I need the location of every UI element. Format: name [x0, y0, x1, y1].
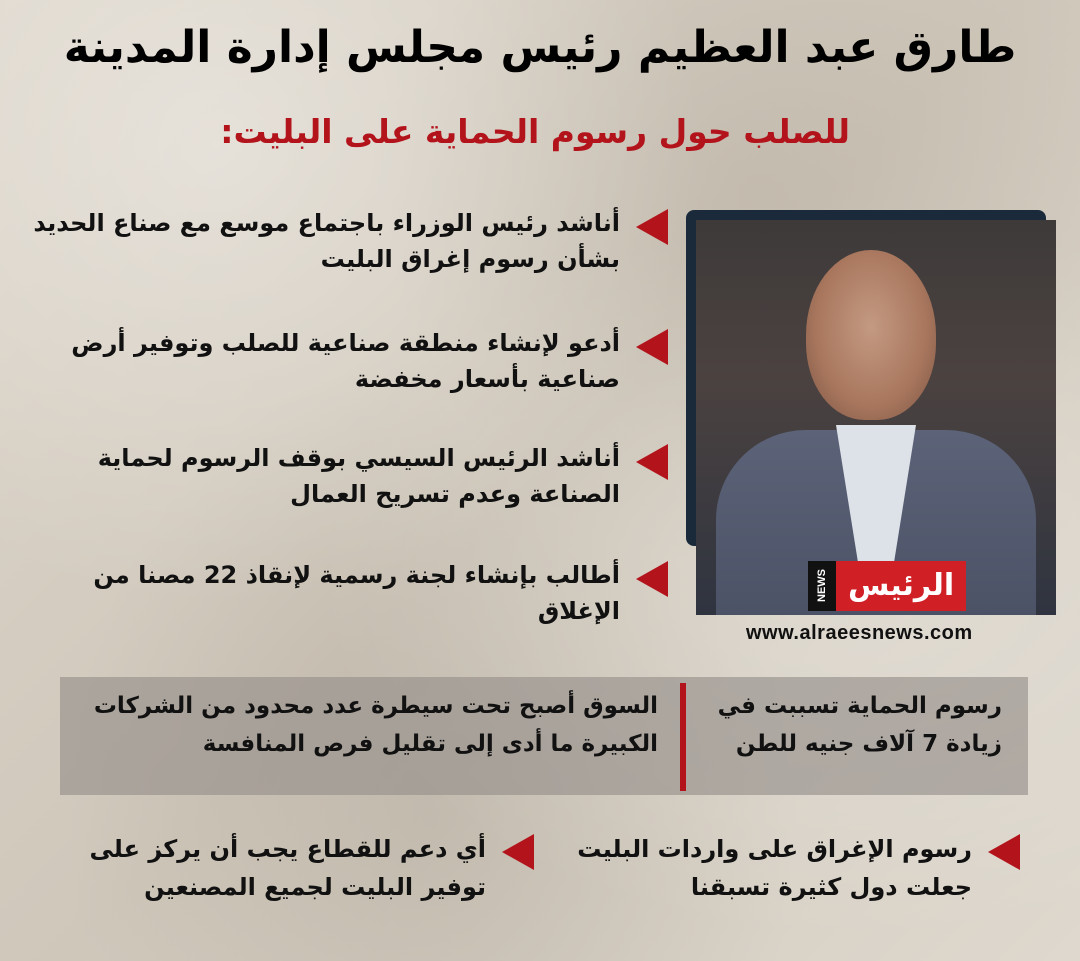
page-subtitle: للصلب حول رسوم الحماية على البليت:	[220, 112, 850, 151]
red-arrow-icon	[988, 834, 1020, 870]
page-title: طارق عبد العظيم رئيس مجلس إدارة المدينة	[63, 22, 1017, 73]
portrait-face	[806, 250, 936, 420]
statement-item	[30, 440, 670, 512]
statement-text: أدعو لإنشاء منطقة صناعية للصلب وتوفير أرض صناعية بأسعار مخفضة	[71, 329, 620, 393]
statement-item	[30, 325, 670, 397]
statement-text: أناشد الرئيس السيسي بوقف الرسوم لحماية الصناعة وعدم تسريح العمال	[97, 444, 620, 508]
highlight-divider	[680, 683, 686, 791]
bottom-left-text: أي دعم للقطاع يجب أن يركز على توفير البليت لجميع المصنعين	[89, 835, 486, 901]
news-logo-name: الرئيس	[836, 561, 966, 611]
red-arrow-icon	[636, 444, 668, 480]
highlight-box	[60, 677, 1028, 795]
statement-text: أناشد رئيس الوزراء باجتماع موسع مع صناع الحديد بشأن رسوم إغراق البليت	[33, 209, 620, 273]
statement-text: أطالب بإنشاء لجنة رسمية لإنقاذ 22 مصنا من الإغلاق	[93, 561, 620, 625]
bottom-right-text: رسوم الإغراق على واردات البليت جعلت دول كثيرة تسبقنا	[577, 835, 972, 901]
statement-item	[30, 557, 670, 629]
red-arrow-icon	[636, 329, 668, 365]
news-logo-tag: NEWS	[808, 561, 836, 611]
red-arrow-icon	[636, 209, 668, 245]
statement-item	[30, 205, 670, 277]
website-url: www.alraeesnews.com	[746, 622, 973, 644]
red-arrow-icon	[636, 561, 668, 597]
portrait-photo	[696, 220, 1056, 615]
bottom-item-left	[50, 830, 534, 906]
red-arrow-icon	[502, 834, 534, 870]
highlight-left-text: السوق أصبح تحت سيطرة عدد محدود من الشركات الكبيرة ما أدى إلى تقليل فرص المنافسة	[93, 693, 658, 757]
news-logo	[808, 561, 966, 611]
bottom-item-right	[560, 830, 1020, 906]
highlight-right-text: رسوم الحماية تسببت في زيادة 7 آلاف جنيه للطن	[717, 693, 1002, 757]
